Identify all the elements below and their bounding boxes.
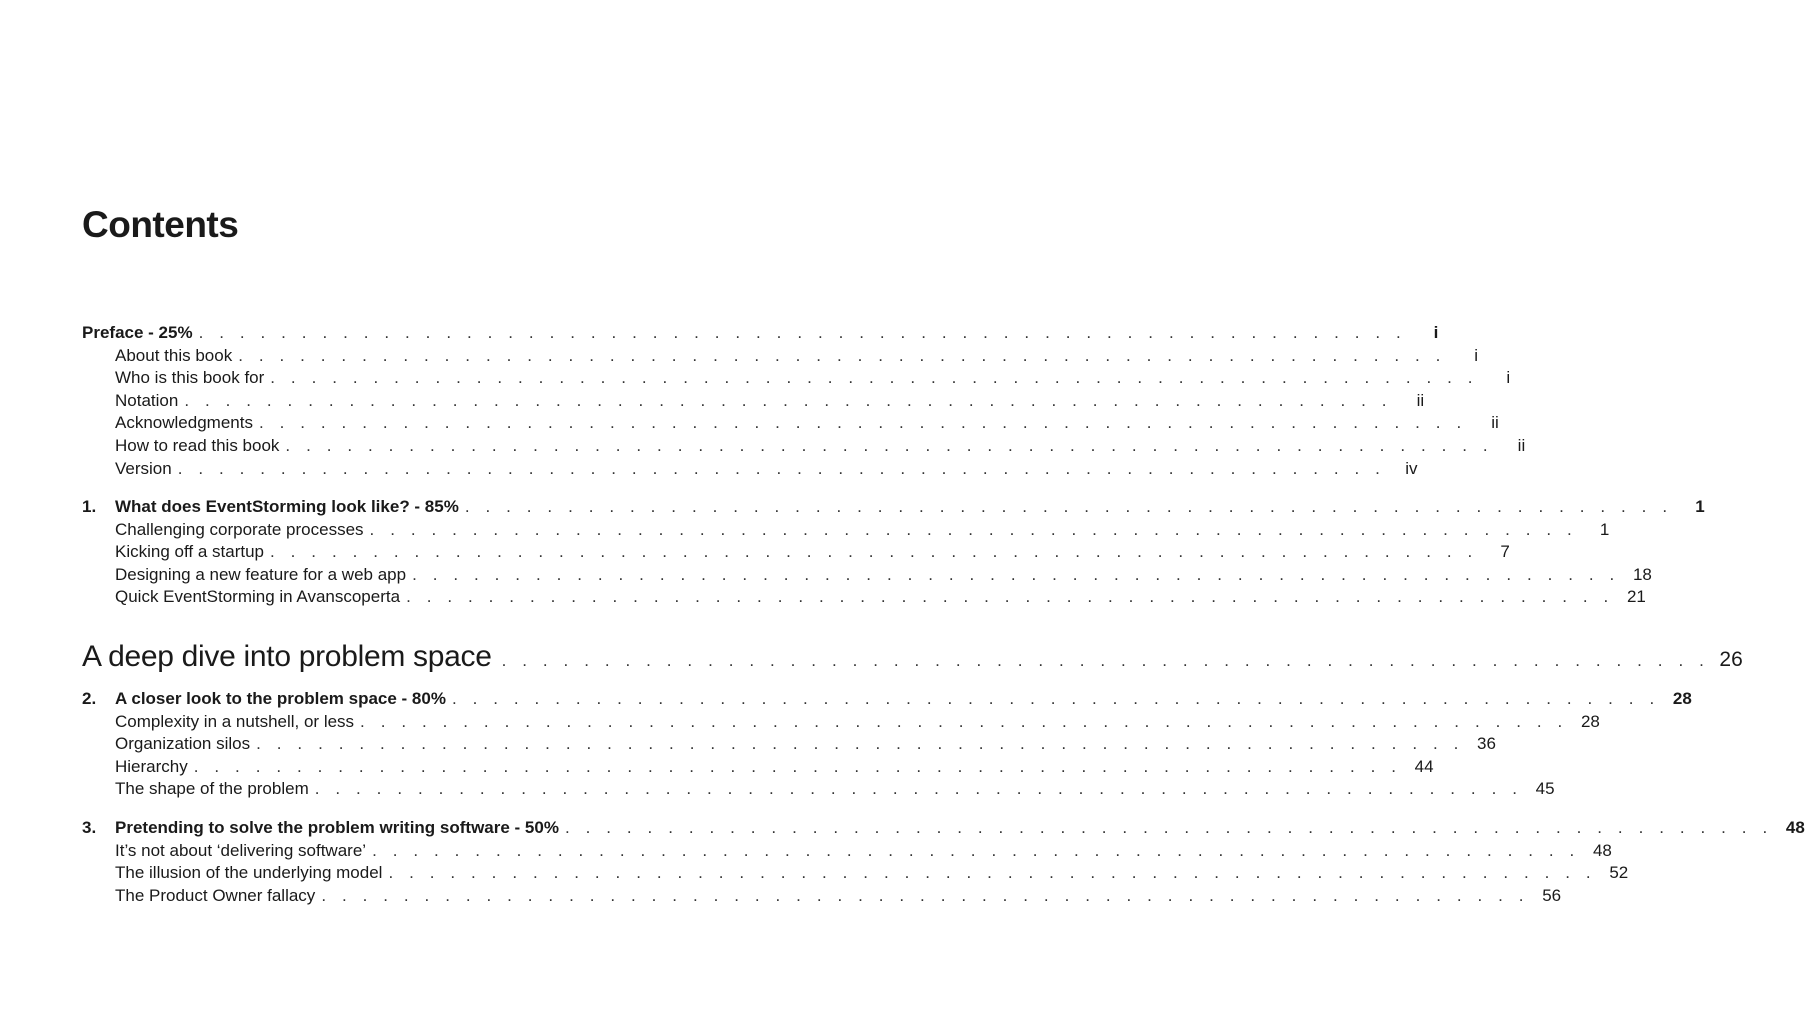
toc-page-number: ii bbox=[1491, 413, 1499, 433]
toc-entry-quick-eventstorming[interactable] bbox=[82, 586, 1646, 609]
dot-leader: . . . . . . . . . . . . . . . . . . . . . . . . . . . . . . . . . . . . . . . . . . . . . . . . . . . . . . . . . . . bbox=[198, 323, 1407, 342]
toc-entry-product-owner-fallacy[interactable] bbox=[82, 885, 1562, 908]
dot-leader: . . . . . . . . . . . . . . . . . . . . . . . . . . . . . . . . . . . . . . . . . . . . . . . . . . . . . . . . . . . bbox=[372, 840, 1580, 860]
toc-page-number: ii bbox=[1416, 390, 1425, 410]
dot-leader: . . . . . . . . . . . . . . . . . . . . . . . . . . . . . . . . . . . . . . . . . . . . . . . . . . . . . . . . . . . bbox=[451, 689, 1660, 708]
toc-entry-label: A closer look to the problem space - 80% bbox=[115, 689, 446, 708]
dot-leader: . . . . . . . . . . . . . . . . . . . . . . . . . . . . . . . . . . . . . . . . . . . . . . . . . . . . . . . . . . . bbox=[321, 885, 1530, 905]
toc-entry-organization-silos[interactable] bbox=[82, 733, 1496, 756]
toc-entry-label: Complexity in a nutshell, or less bbox=[115, 711, 355, 731]
toc-entry-label: Pretending to solve the problem writing software - 50% bbox=[115, 818, 559, 837]
toc-entry-label: It’s not about ‘delivering software’ bbox=[115, 840, 367, 860]
dot-leader: . . . . . . . . . . . . . . . . . . . . . . . . . . . . . . . . . . . . . . . . . . . . . . . . . . . . . . . . . . . bbox=[270, 368, 1479, 388]
toc-page-number: 36 bbox=[1477, 734, 1496, 754]
toc-entry-label: Kicking off a startup bbox=[115, 542, 264, 562]
toc-entry-label: What does EventStorming look like? - 85% bbox=[115, 497, 459, 516]
toc-page-number: 1 bbox=[1599, 519, 1610, 539]
toc-entry-version[interactable] bbox=[82, 458, 1418, 481]
toc-entry-label: Hierarchy bbox=[115, 756, 188, 776]
toc-page-number: i bbox=[1506, 368, 1511, 388]
toc-entry-label: Designing a new feature for a web app bbox=[115, 564, 407, 584]
toc-preface-section bbox=[82, 322, 1526, 480]
dot-leader: . . . . . . . . . . . . . . . . . . . . . . . . . . . . . . . . . . . . . . . . . . . . . . . . . . . . . . . . . . . bbox=[360, 711, 1568, 731]
toc-entry-label: The shape of the problem bbox=[115, 779, 309, 799]
dot-leader: . . . . . . . . . . . . . . . . . . . . . . . . . . . . . . . . . . . . . . . . . . . . . . . . . . . . . . . . . . . bbox=[464, 497, 1673, 516]
dot-leader: . . . . . . . . . . . . . . . . . . . . . . . . . . . . . . . . . . . . . . . . . . . . . . . . . . . . . . . . . . . bbox=[285, 435, 1494, 455]
toc-entry-preface[interactable] bbox=[82, 322, 1439, 345]
toc-entry-illusion-of-underlying-model[interactable] bbox=[82, 862, 1629, 885]
toc-entry-kicking-off-a-startup[interactable] bbox=[82, 541, 1510, 564]
toc-chapter-3-section bbox=[82, 817, 1805, 907]
toc-entry-complexity-in-a-nutshell[interactable] bbox=[82, 711, 1600, 734]
toc-entry-chapter-2[interactable] bbox=[82, 688, 1692, 711]
dot-leader: . . . . . . . . . . . . . . . . . . . . . . . . . . . . . . . . . . . . . . . . . . . . . . . . . . . . . . . . . . . bbox=[193, 756, 1402, 776]
dot-leader: . . . . . . . . . . . . . . . . . . . . . . . . . . . . . . . . . . . . . . . . . . . . . . . . . . . . . . . . . . . bbox=[388, 863, 1597, 883]
toc-page-number: 26 bbox=[1719, 648, 1743, 671]
toc-entry-label: Challenging corporate processes bbox=[115, 519, 364, 539]
toc-page-number: i bbox=[1474, 345, 1479, 365]
toc-page-number: 48 bbox=[1785, 818, 1805, 837]
toc-entry-label: How to read this book bbox=[115, 435, 280, 455]
toc-page-number: 28 bbox=[1580, 711, 1600, 731]
toc-part-label: A deep dive into problem space bbox=[82, 640, 492, 673]
toc-page-number: ii bbox=[1517, 435, 1526, 455]
toc-entry-label: The illusion of the underlying model bbox=[115, 863, 383, 883]
dot-leader: . . . . . . . . . . . . . . . . . . . . . . . . . . . . . . . . . . . . . . . . . . . . . . . . . . . . . . . . . . . bbox=[184, 390, 1393, 410]
toc-page-number: 52 bbox=[1609, 863, 1629, 883]
toc-entry-label: Notation bbox=[115, 390, 179, 410]
toc-page-number: 44 bbox=[1414, 756, 1434, 776]
chapter-number: 3. bbox=[82, 818, 97, 837]
toc-entry-who-is-this-book-for[interactable] bbox=[82, 367, 1511, 390]
toc-page-number: 18 bbox=[1632, 564, 1652, 584]
toc-entry-not-about-delivering-software[interactable] bbox=[82, 840, 1612, 863]
toc-entry-shape-of-the-problem[interactable] bbox=[82, 778, 1555, 801]
dot-leader: . . . . . . . . . . . . . . . . . . . . . . . . . . . . . . . . . . . . . . . . . . . . . . . . . . . . . . . . . . . bbox=[564, 818, 1773, 837]
chapter-number: 2. bbox=[82, 689, 97, 708]
toc-entry-label: The Product Owner fallacy bbox=[115, 885, 316, 905]
dot-leader: . . . . . . . . . . . . . . . . . . . . . . . . . . . . . . . . . . . . . . . . . . . . . . . . . . . . . . . . . . . bbox=[256, 734, 1464, 754]
toc-entry-label: About this book bbox=[115, 345, 233, 365]
toc-page-number: 28 bbox=[1672, 689, 1692, 708]
toc-entry-label: Preface - 25% bbox=[82, 323, 193, 342]
toc-entry-label: Organization silos bbox=[115, 734, 251, 754]
toc-chapter-1-section bbox=[82, 496, 1705, 609]
toc-entry-label: Version bbox=[115, 458, 172, 478]
toc-entry-label: Acknowledgments bbox=[115, 413, 253, 433]
toc-page-number: i bbox=[1433, 323, 1439, 342]
dot-leader: . . . . . . . . . . . . . . . . . . . . . . . . . . . . . . . . . . . . . . . . . . . . . . . . . . . . . . . . . . . bbox=[369, 519, 1578, 539]
dot-leader: . . . . . . . . . . . . . . . . . . . . . . . . . . . . . . . . . . . . . . . . . . . . . . . . . . . . . . . . . . . bbox=[501, 651, 1710, 670]
toc-entry-label: Who is this book for bbox=[115, 368, 265, 388]
toc-entry-part-problem-space[interactable] bbox=[82, 639, 1743, 679]
toc-chapter-2-section bbox=[82, 688, 1692, 801]
dot-leader: . . . . . . . . . . . . . . . . . . . . . . . . . . . . . . . . . . . . . . . . . . . . . . . . . . . . . . . . . . . bbox=[177, 458, 1386, 478]
toc-page-number: iv bbox=[1405, 458, 1418, 478]
toc-entry-label: Quick EventStorming in Avanscoperta bbox=[115, 587, 401, 607]
page-title: Contents bbox=[82, 204, 239, 245]
chapter-number: 1. bbox=[82, 497, 97, 516]
toc-page-number: 1 bbox=[1695, 497, 1705, 516]
toc-entry-chapter-3[interactable] bbox=[82, 817, 1805, 840]
toc-page-number: 7 bbox=[1500, 542, 1510, 562]
toc-entry-acknowledgments[interactable] bbox=[82, 412, 1499, 435]
toc-entry-designing-a-new-feature[interactable] bbox=[82, 564, 1652, 587]
toc-entry-chapter-1[interactable] bbox=[82, 496, 1705, 519]
toc-entry-about-this-book[interactable] bbox=[82, 345, 1479, 368]
toc-entry-notation[interactable] bbox=[82, 390, 1425, 413]
toc-entry-challenging-corporate-processes[interactable] bbox=[82, 519, 1610, 542]
dot-leader: . . . . . . . . . . . . . . . . . . . . . . . . . . . . . . . . . . . . . . . . . . . . . . . . . . . . . . . . . . . bbox=[406, 587, 1614, 607]
toc-page-number: 56 bbox=[1542, 885, 1562, 905]
toc-entry-how-to-read-this-book[interactable] bbox=[82, 435, 1526, 458]
dot-leader: . . . . . . . . . . . . . . . . . . . . . . . . . . . . . . . . . . . . . . . . . . . . . . . . . . . . . . . . . . . bbox=[270, 542, 1478, 562]
dot-leader: . . . . . . . . . . . . . . . . . . . . . . . . . . . . . . . . . . . . . . . . . . . . . . . . . . . . . . . . . . . bbox=[238, 345, 1447, 365]
dot-leader: . . . . . . . . . . . . . . . . . . . . . . . . . . . . . . . . . . . . . . . . . . . . . . . . . . . . . . . . . . . bbox=[258, 413, 1467, 433]
toc-entry-hierarchy[interactable] bbox=[82, 756, 1434, 779]
dot-leader: . . . . . . . . . . . . . . . . . . . . . . . . . . . . . . . . . . . . . . . . . . . . . . . . . . . . . . . . . . . bbox=[412, 564, 1620, 584]
toc-page-number: 21 bbox=[1626, 587, 1646, 607]
dot-leader: . . . . . . . . . . . . . . . . . . . . . . . . . . . . . . . . . . . . . . . . . . . . . . . . . . . . . . . . . . . bbox=[314, 779, 1523, 799]
toc-part-section bbox=[82, 639, 1743, 679]
toc-page-number: 48 bbox=[1592, 840, 1612, 860]
toc-page-number: 45 bbox=[1535, 779, 1555, 799]
